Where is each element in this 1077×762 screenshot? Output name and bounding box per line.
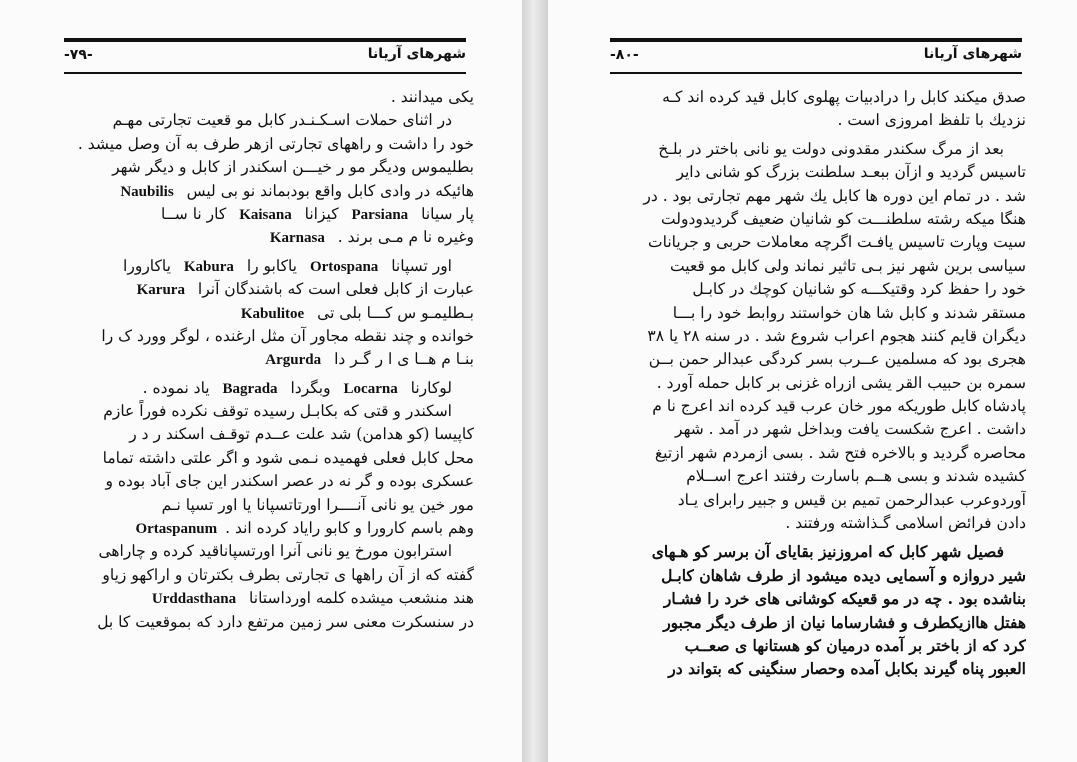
latin-term: Ortaspanum <box>135 521 218 538</box>
text-line <box>606 109 1026 132</box>
header-rule-bottom <box>610 72 1022 74</box>
text-segment: داشت . اعرج شکست یافت وبداخل شهر در آمد . شهر <box>675 420 1026 439</box>
text-line <box>64 494 474 517</box>
text-line <box>606 161 1026 184</box>
text-line <box>606 138 1026 161</box>
text-line <box>606 442 1026 465</box>
latin-term: Karnasa <box>269 230 325 247</box>
text-line <box>606 255 1026 278</box>
text-segment: مور خین یو نانی آنــــرا اورتاتسپانا یا اور تسپا نـم <box>161 495 474 514</box>
page-body <box>64 86 474 634</box>
text-line <box>64 611 474 634</box>
text-line <box>606 540 1026 563</box>
latin-term: Kaisana <box>239 206 292 223</box>
latin-term: Naubilis <box>120 183 174 200</box>
header-rule-bottom <box>64 72 466 74</box>
text-line <box>64 348 474 371</box>
text-segment: کشیده شدند و بسی هــم باسارت رفتند اعرج اســلام <box>686 467 1026 486</box>
text-segment: هائیکه در وادی کابل واقع بودبماند نو بی لیس <box>181 181 474 200</box>
text-line <box>606 185 1026 208</box>
text-segment: کار نا ســا <box>160 204 232 223</box>
text-line <box>606 278 1026 301</box>
text-segment: دیگران قایم کنند هجوم اعراب شروع شد . در سنه ۲۸ یا ۳۸ <box>647 326 1026 345</box>
text-line <box>606 208 1026 231</box>
latin-term: Ortospana <box>309 258 379 275</box>
page-number: -۸۰- <box>610 47 639 63</box>
text-segment: بناشده بود . چه در مو قعیکه کوشانی های خرد را فشـار <box>663 589 1026 609</box>
text-line <box>64 564 474 587</box>
text-line <box>64 86 474 109</box>
text-line <box>606 634 1026 657</box>
text-line <box>606 587 1026 610</box>
text-segment: سیاسی برین شهر نیز بـی تاثیر نماند ولی کابل مو قعیت <box>670 256 1026 275</box>
text-line <box>64 203 474 226</box>
text-segment: محل کابل فعلی فهمیده نـمی شود و اگر علتی داشته تماما <box>102 448 474 467</box>
text-segment: بـطلیمـو س کـــا بلی تی <box>312 303 474 322</box>
text-segment: لوکارنا <box>405 378 452 397</box>
text-segment: تاسیس گردید و ازآن ببعـد سلطنت بزرگ کو شانی دایر <box>676 163 1026 182</box>
text-segment: آوردوعرب عبدالرحمن تمیم بن قیس و جبیر رابرای یـاد <box>677 490 1026 509</box>
text-line <box>64 517 474 540</box>
left-page <box>0 0 522 762</box>
text-line <box>64 156 474 179</box>
text-line <box>606 564 1026 587</box>
text-segment: محاصره گردید و بالاخره فتح شد . بسی ازمردم شهر ازتیغ <box>654 443 1026 462</box>
text-line <box>64 447 474 470</box>
text-line <box>64 423 474 446</box>
text-segment: العبور پناه گیرند بکابل آمده وحصار سنگینی که بتواند در <box>668 659 1026 679</box>
text-line <box>64 180 474 203</box>
text-line <box>64 226 474 249</box>
running-title: شهرهای آریانا <box>367 46 466 62</box>
text-segment: اسکندر و قتی که بکابـل رسیده توقف نکرده فوراً عازم <box>103 402 452 421</box>
text-line <box>606 325 1026 348</box>
text-segment: هند منشعب میشده کلمه اورداستانا <box>244 589 474 608</box>
latin-term: Argurda <box>265 352 322 369</box>
text-line <box>606 611 1026 634</box>
text-line <box>606 372 1026 395</box>
page-header <box>64 38 466 82</box>
text-segment: گفته که از آن راهها ی تجارتی بطرف بکترتان و اراکهو زیاو <box>102 565 474 584</box>
text-segment: وهم باسم کارورا و کابو رایاد کرده اند . <box>225 519 474 538</box>
text-segment: وغیره نا م مـی برند . <box>332 228 474 247</box>
text-segment: هنگا میکه رشته سلطنـــت کو شانیان ضعیف گردیدودولت <box>661 209 1026 228</box>
text-line <box>606 512 1026 535</box>
latin-term: Locarna <box>343 380 398 397</box>
text-line <box>606 395 1026 418</box>
book-gutter <box>522 0 548 762</box>
text-line <box>606 348 1026 371</box>
right-page <box>548 0 1077 762</box>
text-line <box>64 278 474 301</box>
text-segment: یکی میدانند . <box>390 88 474 106</box>
text-line <box>606 489 1026 512</box>
text-segment: مستقر شدند و کابل شا هان خواستند روابط خود را بـــا <box>672 303 1026 322</box>
text-line <box>606 86 1026 109</box>
text-line <box>606 302 1026 325</box>
text-line <box>64 133 474 156</box>
latin-term: Karura <box>136 282 185 299</box>
text-segment: دادن فرائض اسلامی گـذاشته ورفتند . <box>785 514 1026 533</box>
text-segment: خود را حفظ کرد وقتیکـــه کو شانیان کوچك در کابـل <box>692 280 1026 299</box>
text-line <box>64 540 474 563</box>
running-title: شهرهای آریانا <box>923 46 1022 62</box>
text-segment: پادشاه کابل طوریکه مور خان عرب قید کرده اند اعرج نا م <box>652 397 1026 416</box>
text-line <box>606 418 1026 441</box>
text-segment: سیت وپارت تاسیس یافـت اگرچه معاملات حربی و جریانات <box>648 233 1026 252</box>
text-segment: کاپیسا (کو هدامن) شد علت عــدم توقـف اسکند ر د ر <box>129 425 474 444</box>
text-segment: عبارت از کابل فعلی است که باشندگان آنرا <box>192 280 474 299</box>
page-body <box>606 86 1026 681</box>
header-rule <box>610 38 1022 42</box>
page-header <box>610 38 1022 82</box>
text-line <box>64 587 474 610</box>
latin-term: Kabura <box>183 258 234 275</box>
text-segment: کرد که از باختر بر آمده درمیان کو هستانها ی صعــب <box>684 635 1026 655</box>
text-segment: یاکابو را <box>241 256 302 275</box>
text-line <box>64 400 474 423</box>
text-segment: در اثنای حملات اسـکـنـدر کابل مو قعیت تجارتی مهـم <box>112 111 452 130</box>
text-segment: خود را داشت و راههای تجارتی ازهر طرف به آن وصل میشد . <box>77 134 474 153</box>
text-segment: یاد نموده . <box>142 378 215 397</box>
text-segment: بنـا م هــا ی ا ر گـر دا <box>329 350 474 369</box>
text-line <box>64 470 474 493</box>
latin-term: Kabulitoe <box>240 305 305 322</box>
text-segment: یاکارورا <box>123 256 176 275</box>
text-segment: عسکری بوده و گر نه در عصر اسکندر این جای آباد بوده و <box>105 472 474 491</box>
text-segment: هجری بود که مسلمین عــرب بسر کردگی عبدالر حمن بــن <box>648 350 1026 369</box>
text-line <box>606 657 1026 680</box>
text-segment: شیر دروازه و آسمایی دیده میشود از طرف شاهان کابـل <box>661 565 1026 585</box>
page-number: -۷۹- <box>64 47 93 63</box>
text-segment: وبگردا <box>285 378 336 397</box>
text-segment: شد . در تمام این دوره ها کابل یك شهر مهم تجارتی بود . در <box>643 186 1026 205</box>
text-segment: خوانده و چند نقطه مجاور آن مثل ارغنده ، لوگر وورد ک را <box>101 326 474 345</box>
text-segment: هفتل هاازیکطرف و فشارساما نیان از طرف دیگر مجبور <box>663 612 1026 632</box>
text-segment: بطلیموس ودیگر مو ر خیـــن اسکندر از کابل و دیگر شهر <box>112 158 474 177</box>
text-segment: صدق میکند کابل را درادبیات پهلوی کابل قید کرده اند کـه <box>662 88 1026 106</box>
text-line <box>64 255 474 278</box>
text-segment: فصیل شهر کابل که امروزنیز بقایای آن برسر کو هـهای <box>651 542 1004 562</box>
text-segment: پار سیانا <box>416 204 474 223</box>
text-line <box>606 465 1026 488</box>
header-rule <box>64 38 466 42</box>
latin-term: Bagrada <box>222 380 278 397</box>
latin-term: Urddasthana <box>151 591 237 608</box>
text-line <box>64 325 474 348</box>
latin-term: Parsiana <box>351 206 409 223</box>
text-line <box>64 109 474 132</box>
text-segment: استرابون مورخ یو نانی آنرا اورتسپاناقید کرده و چاراهی <box>98 542 452 561</box>
text-line <box>64 302 474 325</box>
text-segment: نزدیك با تلفظ امروزی است . <box>837 111 1026 130</box>
text-segment: بعد از مرگ سکندر مقدونی دولت یو نانی باختر در بلـخ <box>658 139 1004 158</box>
text-segment: اور تسپانا <box>386 256 452 275</box>
text-line <box>64 377 474 400</box>
text-segment: در سنسکرت معنی سر زمین مرتفع دارد که بموقعیت کا بل <box>97 612 474 631</box>
text-segment: کیزانا <box>299 204 344 223</box>
text-segment: سمره بن حبیب القر یشی ازراه غزنی بر کابل حمله آورد . <box>656 373 1026 392</box>
text-line <box>606 231 1026 254</box>
